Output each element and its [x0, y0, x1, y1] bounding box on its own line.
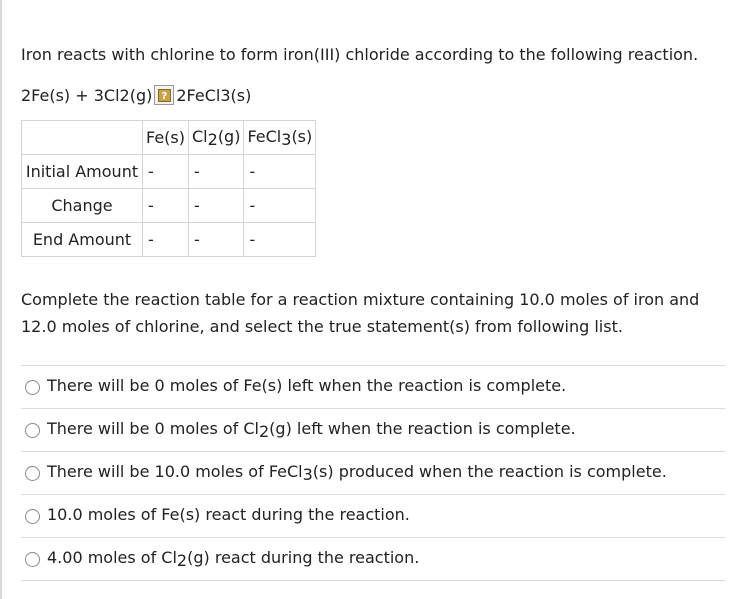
equation-reactant-subscript: 2	[119, 85, 130, 105]
initial-fe-input[interactable]: -	[143, 155, 189, 189]
table-row	[22, 155, 316, 189]
change-fe-input[interactable]: -	[143, 189, 189, 223]
option-text: There will be 0 moles of $Cl_2(g)$ left when the reaction is complete.	[47, 419, 576, 441]
table-corner-cell	[22, 121, 143, 155]
change-cl2-input[interactable]: -	[189, 189, 244, 223]
initial-cl2-input[interactable]: -	[189, 155, 244, 189]
end-fe-input[interactable]: -	[143, 223, 189, 257]
header-fe: Fe(s)	[143, 121, 189, 155]
end-fecl3-input[interactable]: -	[244, 223, 316, 257]
row-label-end: End Amount	[22, 223, 143, 257]
header-cl2: $Cl_2(g)$	[189, 121, 244, 155]
intro-text: Iron reacts with chlorine to form iron(III) chloride according to the following reaction.	[21, 45, 699, 64]
option-fecl3-produced[interactable]	[21, 452, 725, 495]
end-cl2-input[interactable]: -	[189, 223, 244, 257]
equation-product-subscript: 3	[220, 85, 231, 105]
equation-product-state: (s)	[230, 85, 252, 105]
table-header-row	[22, 121, 316, 155]
option-text: There will be 10.0 moles of FeCl$_3$(s) produced when the reaction is complete.	[47, 462, 667, 484]
option-fe-react[interactable]	[21, 495, 725, 538]
option-text: 10.0 moles of Fe(s) react during the reaction.	[47, 505, 410, 524]
equation-product: 2FeCl	[176, 85, 221, 105]
instructions-text: Complete the reaction table for a reaction mixture containing 10.0 moles of iron and 12.0 moles of chlorine, and select the true statement(s) from following list.	[21, 290, 700, 336]
option-text: 4.00 moles of $Cl_2(g)$ react during the reaction.	[47, 548, 420, 570]
option-cl2-left[interactable]	[21, 409, 725, 452]
table-row	[22, 189, 316, 223]
radio-button[interactable]	[25, 380, 40, 395]
question-mark-icon: ?	[158, 89, 171, 102]
statement-options-list	[21, 365, 725, 581]
change-fecl3-input[interactable]: -	[244, 189, 316, 223]
header-fecl3: FeCl$_3$(s)	[244, 121, 316, 155]
option-fe-left[interactable]	[21, 366, 725, 409]
table-row	[22, 223, 316, 257]
equation-reactant-state: (g)	[129, 85, 153, 105]
left-border	[0, 0, 2, 599]
radio-button[interactable]	[25, 552, 40, 567]
row-label-change: Change	[22, 189, 143, 223]
option-text: There will be 0 moles of Fe(s) left when the reaction is complete.	[47, 376, 567, 395]
radio-button[interactable]	[25, 423, 40, 438]
initial-fecl3-input[interactable]: -	[244, 155, 316, 189]
equation-reactants: 2Fe(s) + 3Cl	[21, 85, 120, 105]
radio-button[interactable]	[25, 509, 40, 524]
radio-button[interactable]	[25, 466, 40, 481]
arrow-selector-button[interactable]	[154, 85, 174, 105]
option-cl2-react[interactable]	[21, 538, 725, 581]
reaction-table	[21, 120, 316, 257]
row-label-initial: Initial Amount	[22, 155, 143, 189]
reaction-equation	[21, 84, 251, 106]
